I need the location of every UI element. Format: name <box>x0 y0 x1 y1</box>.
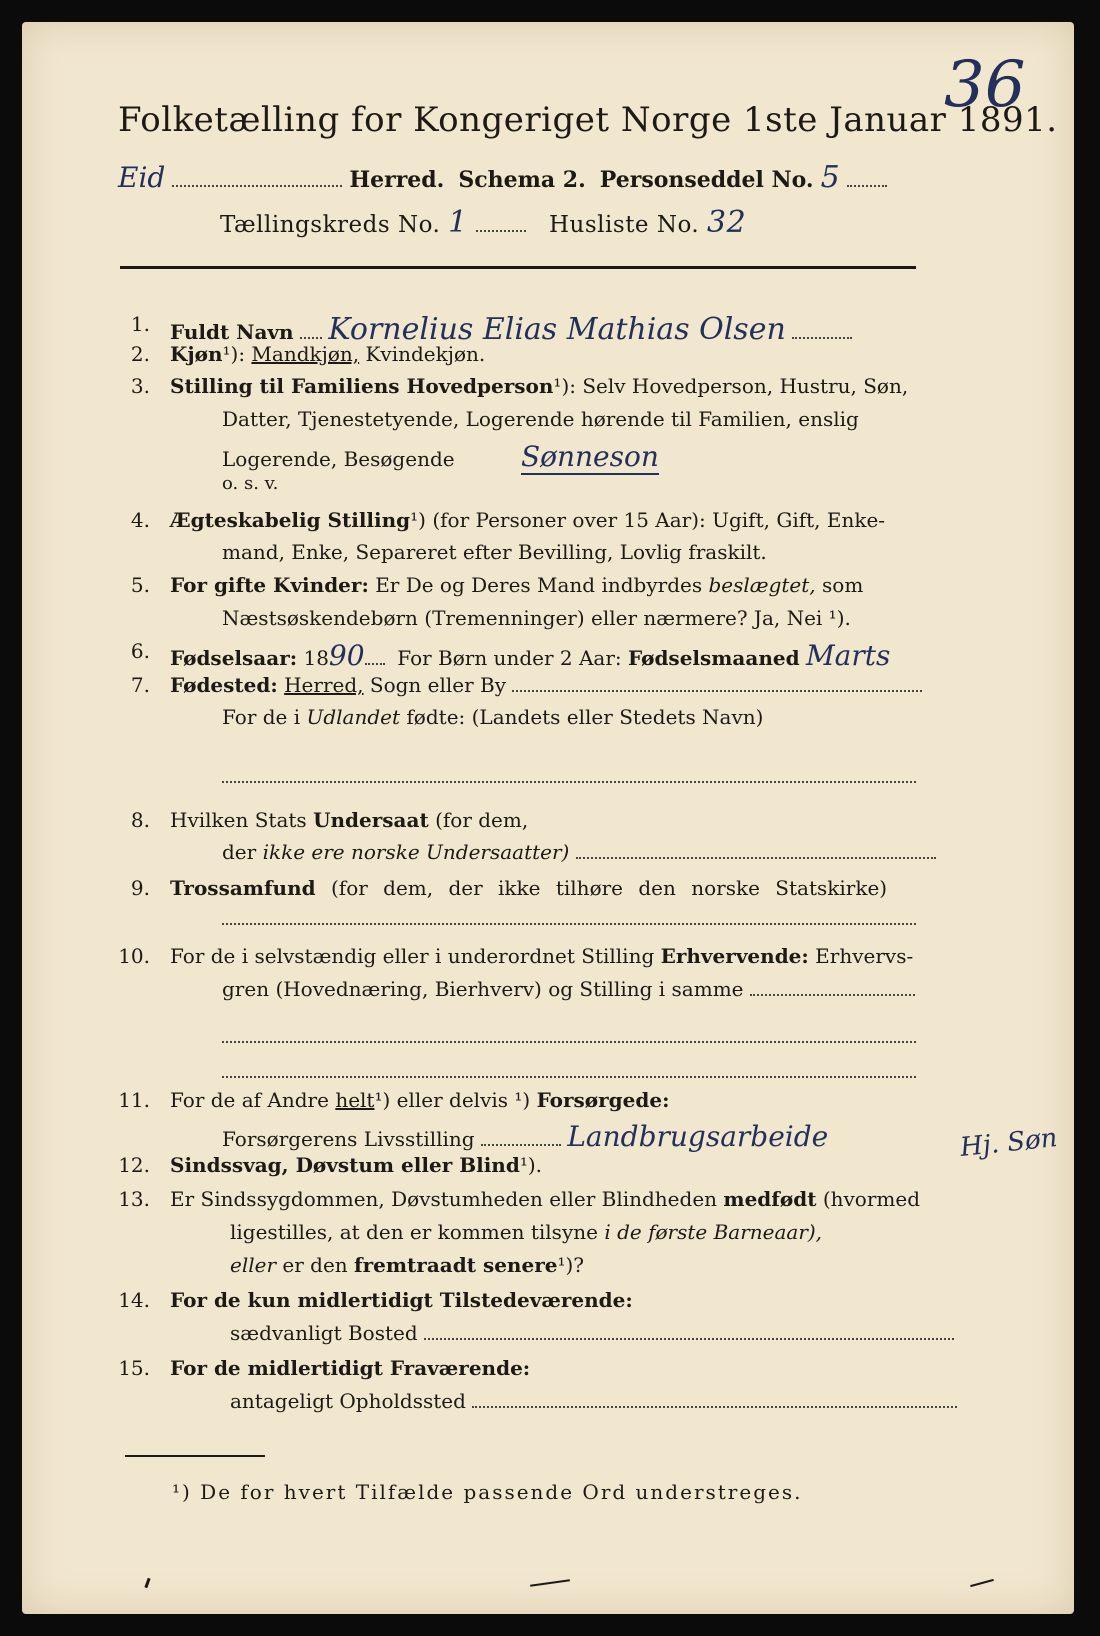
q3-footnote-ref: ¹): <box>553 374 576 398</box>
dotted-fill <box>472 1405 957 1408</box>
q13-number: 13. <box>118 1187 150 1211</box>
kreds-label: Tællingskreds No. <box>220 212 441 238</box>
q5-label: For gifte Kvinder: <box>170 573 369 597</box>
q11-line2 <box>222 1120 828 1153</box>
q9-text: (for dem, der ikke tilhøre den norske Statskirke) <box>330 876 888 900</box>
dotted-fill <box>222 1075 916 1078</box>
q11-answer-handwritten: Landbrugsarbeide <box>567 1120 829 1153</box>
q7-line2-c: fødte: (Landets eller Stedets Navn) <box>406 705 764 729</box>
q5-line2: Næstsøskendebørn (Tremenninger) eller nærmere? Ja, Nei ¹). <box>222 606 851 630</box>
q4-options-line2: mand, Enke, Separeret efter Bevilling, Lovlig fraskilt. <box>222 540 767 564</box>
q8-line2 <box>222 840 936 864</box>
q3-number: 3. <box>130 374 150 398</box>
q1-number: 1. <box>130 312 150 336</box>
dotted-fill <box>172 184 342 187</box>
q12-row <box>170 1153 542 1177</box>
q7-number: 7. <box>130 673 150 697</box>
q13-text-b: medfødt <box>723 1187 817 1211</box>
q13-line3-c: fremtraadt senere <box>354 1253 558 1277</box>
q6-number: 6. <box>130 639 150 663</box>
q4-label: Ægteskabelig Stilling <box>170 508 411 532</box>
husliste-label: Husliste No. <box>549 212 700 238</box>
q2-option-mandkjon: Mandkjøn, <box>251 342 360 366</box>
dotted-fill <box>300 336 322 339</box>
q4-number: 4. <box>130 508 150 532</box>
q1-answer-handwritten: Kornelius Elias Mathias Olsen <box>328 312 786 347</box>
q7-options-rest: Sogn eller By <box>369 673 507 697</box>
q6-month-label: Fødselsmaaned <box>628 646 800 670</box>
q7-answer-line <box>222 768 916 787</box>
kreds-number: 1 <box>448 205 468 240</box>
q15-label: For de midlertidigt Fraværende: <box>170 1356 531 1380</box>
q13-text-a: Er Sindssygdommen, Døvstumheden eller Blindheden <box>170 1187 718 1211</box>
q1-label: Fuldt Navn <box>170 320 294 344</box>
q5-number: 5. <box>130 573 150 597</box>
q7-line2 <box>222 705 763 729</box>
q3-options-line2: Datter, Tjenestetyende, Logerende hørende til Familien, enslig <box>222 407 859 431</box>
dotted-fill <box>222 1040 916 1043</box>
q3-row <box>170 374 908 398</box>
q3-answer-handwritten: Sønneson <box>520 440 659 473</box>
q13-line2 <box>230 1220 822 1244</box>
q10-text-b: Erhvervende: <box>660 944 809 968</box>
q13-line3 <box>230 1253 584 1277</box>
q7-line2-b: Udlandet <box>306 705 401 729</box>
q14-line2-text: sædvanligt Bosted <box>230 1321 418 1345</box>
q10-text-a: For de i selvstændig eller i underordnet Stilling <box>170 944 655 968</box>
q4-options-line1: (for Personer over 15 Aar): Ugift, Gift, Enke- <box>432 508 886 532</box>
q11-text-b: helt <box>335 1088 375 1112</box>
q12-label: Sindssvag, Døvstum eller Blind <box>170 1153 520 1177</box>
dotted-fill <box>222 922 916 925</box>
q8-text-c: (for dem, <box>435 808 529 832</box>
footnote-rule <box>125 1455 265 1457</box>
q8-line2-a: der <box>222 840 257 864</box>
q6-mid-text: For Børn under 2 Aar: <box>397 646 622 670</box>
dotted-fill <box>424 1337 954 1340</box>
dotted-fill <box>481 1143 561 1146</box>
q8-text-b: Undersaat <box>313 808 429 832</box>
q7-line2-a: For de i <box>222 705 301 729</box>
q3-options-line3: Logerende, Besøgende <box>222 447 455 471</box>
q13-line3-d: ¹)? <box>557 1253 584 1277</box>
q10-number: 10. <box>118 944 150 968</box>
q11-text-c: ¹) eller delvis ¹) <box>374 1088 531 1112</box>
dotted-fill <box>576 856 936 859</box>
dotted-fill <box>512 689 922 692</box>
q9-answer-line <box>222 910 916 929</box>
q8-line2-b: ikke ere norske Undersaatter) <box>262 840 570 864</box>
q15-line2 <box>230 1389 957 1413</box>
q13-line2-a: ligestilles, at den er kommen tilsyne <box>230 1220 598 1244</box>
dotted-fill <box>847 184 887 187</box>
q11-margin-note-handwritten: Hj. Søn <box>958 1122 1059 1164</box>
q10-text-c: Erhvervs- <box>815 944 914 968</box>
personseddel-label: Personseddel No. <box>599 167 814 193</box>
q5-text-a: Er De og Deres Mand indbyrdes <box>375 573 703 597</box>
schema-label: Schema 2. <box>458 167 586 193</box>
q10-line2-text: gren (Hovednæring, Bierhverv) og Stilling i samme <box>222 977 744 1001</box>
q3-label: Stilling til Familiens Hovedperson <box>170 374 554 398</box>
q11-text-a: For de af Andre <box>170 1088 329 1112</box>
q3-osv: o. s. v. <box>222 473 279 494</box>
q5-row <box>170 573 863 597</box>
q14-label: For de kun midlertidigt Tilstedeværende: <box>170 1288 633 1312</box>
q11-number: 11. <box>118 1088 150 1112</box>
q5-text-b: beslægtet, <box>708 573 816 597</box>
q5-text-c: som <box>822 573 864 597</box>
q9-label: Trossamfund <box>170 876 316 900</box>
personseddel-number: 5 <box>820 160 840 195</box>
q12-footnote-ref: ¹). <box>519 1153 543 1177</box>
q11-text-d: Forsørgede: <box>536 1088 670 1112</box>
q6-month-handwritten: Marts <box>805 639 891 672</box>
q12-number: 12. <box>118 1153 150 1177</box>
q2-footnote-ref: ¹): <box>222 342 246 366</box>
q15-line2-text: antageligt Opholdssted <box>230 1389 466 1413</box>
q13-line2-b: i de første Barneaar), <box>604 1220 823 1244</box>
q6-label: Fødselsaar: <box>170 646 298 670</box>
q8-text-a: Hvilken Stats <box>170 808 307 832</box>
q2-option-kvindekjon: Kvindekjøn. <box>365 342 486 366</box>
herred-label: Herred. <box>349 167 445 193</box>
q14-number: 14. <box>118 1288 150 1312</box>
municipality-handwritten: Eid <box>118 161 166 194</box>
dotted-fill <box>476 229 526 232</box>
footnote: ¹) De for hvert Tilfælde passende Ord understreges. <box>172 1480 803 1504</box>
q11-line2-text: Forsørgerens Livsstilling <box>222 1127 475 1151</box>
dotted-fill <box>365 662 385 665</box>
header-rule <box>120 266 916 269</box>
q10-answer-line-1 <box>222 1028 916 1047</box>
q6-row <box>170 639 890 672</box>
q7-row <box>170 673 922 697</box>
q2-number: 2. <box>130 342 150 366</box>
page-number-mark: 36 <box>944 48 1026 122</box>
q6-year-prefix: 18 <box>303 646 329 670</box>
q6-year-handwritten: 90 <box>328 639 365 672</box>
q3-options-line1: Selv Hovedperson, Hustru, Søn, <box>582 374 909 398</box>
q10-row <box>170 944 913 968</box>
herred-line <box>118 160 887 195</box>
q3-line3 <box>222 440 659 473</box>
dotted-fill <box>792 336 852 339</box>
q2-row <box>170 342 485 366</box>
q8-row <box>170 808 528 832</box>
q4-footnote-ref: ¹) <box>410 508 426 532</box>
form-title: Folketælling for Kongeriget Norge 1ste Januar 1891. <box>118 100 1058 140</box>
q8-number: 8. <box>130 808 150 832</box>
q4-row <box>170 508 885 532</box>
q10-answer-line-2 <box>222 1063 916 1082</box>
q7-option-herred: Herred, <box>284 673 364 697</box>
q2-label: Kjøn <box>170 342 223 366</box>
q14-line2 <box>230 1321 954 1345</box>
dotted-fill <box>750 993 915 996</box>
husliste-number: 32 <box>707 205 747 240</box>
kreds-line <box>220 205 746 240</box>
q13-line3-a: eller <box>230 1253 277 1277</box>
dotted-fill <box>222 780 916 783</box>
q11-row <box>170 1088 669 1112</box>
q13-line3-b: er den <box>282 1253 348 1277</box>
q10-line2 <box>222 977 915 1001</box>
q7-label: Fødested: <box>170 673 278 697</box>
q13-text-c: (hvormed <box>822 1187 920 1211</box>
q9-number: 9. <box>130 876 150 900</box>
q15-number: 15. <box>118 1356 150 1380</box>
q9-row <box>170 876 887 900</box>
q13-row <box>170 1187 920 1211</box>
